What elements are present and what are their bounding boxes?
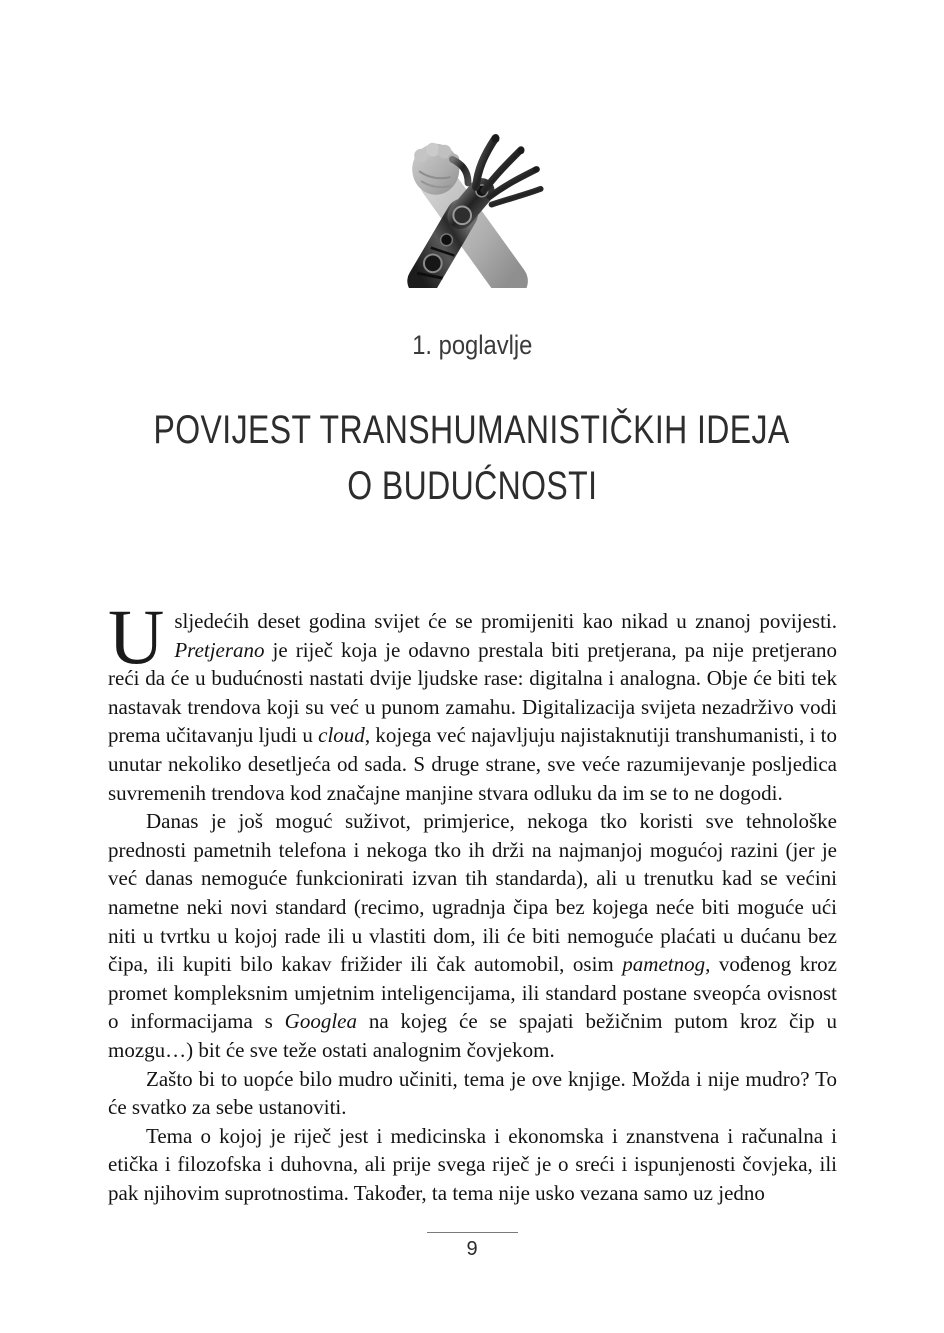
italic-text: cloud — [318, 723, 365, 748]
title-line-1: POVIJEST TRANSHUMANISTIČKIH IDEJA — [153, 408, 791, 452]
paragraph — [108, 807, 837, 1064]
chapter-illustration — [0, 126, 944, 288]
italic-text: Pretjerano — [174, 637, 265, 662]
robot-hand-graphic — [452, 135, 540, 224]
paragraph — [108, 1065, 837, 1122]
paragraph — [108, 1122, 837, 1208]
body-text-segment: vođenog kroz promet kompleksnim umjetnim inteligencijama, ili standard postane sveopća ovisnost o informacijama s — [108, 952, 838, 1034]
italic-text: Googlea — [284, 1009, 357, 1034]
page-title — [0, 402, 944, 514]
body-text-segment: je riječ koja je odavno prestala biti pretjerana, pa nije pretjerano reći da će u budućnosti nastati dvije ljudske rase: digitalna i analogna. Obje će biti tek nastavak trendova koji su već u punom zamahu. Digitalizacija svijeta nezadrživo vodi prema učitavanju ljudi u — [108, 637, 837, 748]
page-number: 9 — [466, 1238, 478, 1260]
body-text — [108, 593, 838, 1207]
drop-cap: U — [108, 593, 165, 680]
footer-rule — [427, 1232, 518, 1233]
body-text-segment: na kojeg će se spajati bežičnim putom kroz čip u mozgu…) bit će sve teže ostati analognim čovjekom. — [108, 1009, 837, 1062]
body-text-segment: sljedećih deset godina svijet će se promijeniti kao nikad u znanoj povijesti. — [174, 609, 837, 633]
human-robot-hands-image — [374, 126, 570, 288]
body-text-segment: Tema o kojoj je riječ jest i medicinska i ekonomska i znanstvena i računalna i etička i filozofska i duhovna, ali prije svega riječ je o sreći i ispunjenosti čovjeka, ili pak njihovim suprotnostima. Također, ta tema nije usko vezana samo uz jedno — [108, 1123, 837, 1205]
body-text-segment: Zašto bi to uopće bilo mudro učiniti, tema je ove knjige. Možda i nije mudro? To će svatko za sebe ustanoviti. — [108, 1066, 837, 1120]
human-fist-graphic — [412, 143, 459, 195]
body-text-segment: , kojega već najavljuju najistaknutiji transhumanisti, i to unutar nekoliko desetljeća od sada. S druge strane, sve veće razumijevanje posljedica suvremenih trendova kod značajne manjine stvara odluku da im se to ne dogodi. — [108, 723, 837, 805]
chapter-label: 1. poglavlje — [411, 330, 533, 360]
paragraph — [108, 593, 837, 807]
italic-text: pametnog, — [622, 952, 711, 977]
body-text-segment: Danas je još moguć suživot, primjerice, nekoga tko koristi sve tehnološke prednosti pametnih telefona i nekoga tko ih drži na najmanjoj mogućoj razini (jer je već danas nemoguće funkcionirati izvan tih standarda), ali u trenutku kad se većini nametne neki novi standard (recimo, ugradnja čipa bez kojega neće biti moguće ući niti u tvrtku u kojoj rade ili u vlastiti dom, ili će biti nemoguće plaćati u dućanu bez čipa, ili kupiti bilo kakav frižider ili čak automobil, osim — [108, 809, 837, 977]
title-line-2: O BUDUĆNOSTI — [346, 464, 598, 508]
